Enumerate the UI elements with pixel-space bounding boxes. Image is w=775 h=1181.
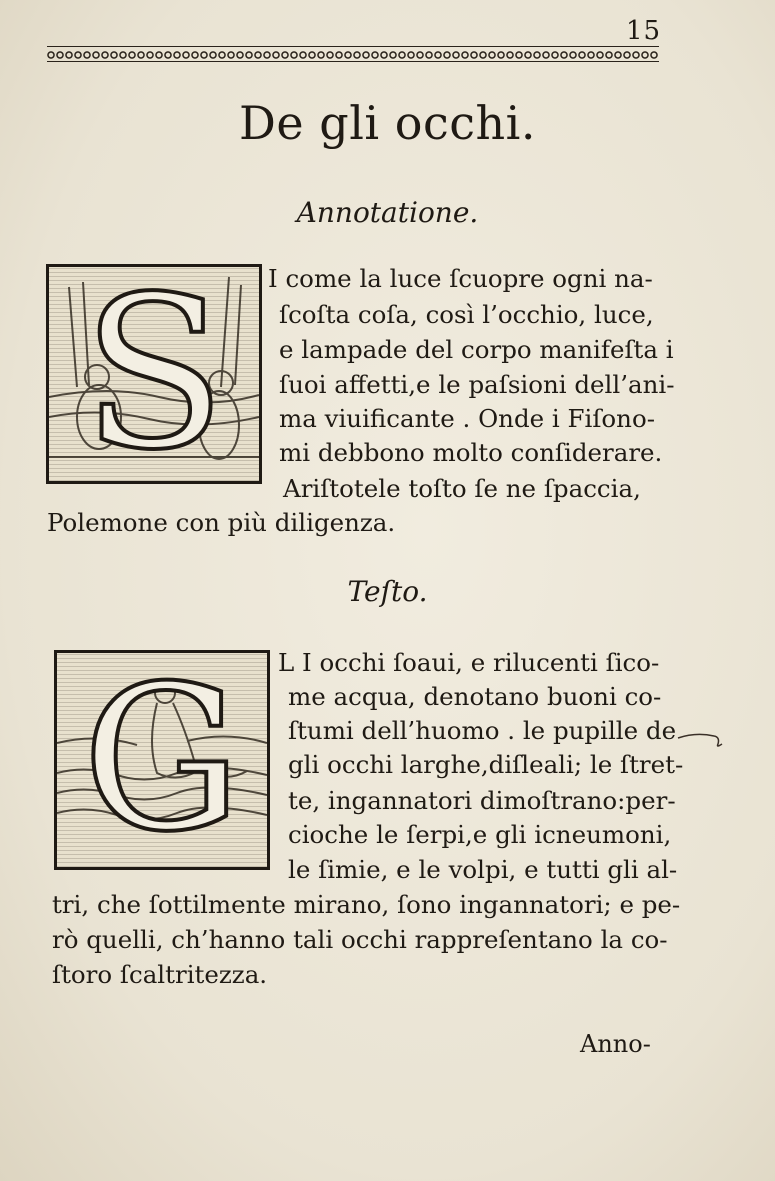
text-line: te, ingannatori dimoſtrano:per-	[288, 786, 676, 815]
section-heading-annotatione: Annotatione.	[296, 196, 479, 229]
decorated-initial-s	[46, 251, 262, 496]
section-heading-testo: Teſto.	[347, 575, 428, 608]
handwritten-margin-mark	[676, 722, 746, 752]
catchword: Anno-	[580, 1030, 651, 1058]
text-line: mi debbono molto conſiderare.	[279, 438, 663, 467]
text-line: le ſimie, e le volpi, e tutti gli al-	[288, 855, 678, 884]
page-number: 15	[626, 16, 662, 46]
text-line: ma viuificante . Onde i Fiſono-	[279, 404, 655, 433]
initial-letter-g: G	[82, 643, 242, 876]
text-line: I come la luce ſcuopre ogni na-	[268, 264, 653, 293]
text-line: Polemone con più diligenza.	[47, 508, 396, 537]
text-line: rò quelli, ch’hanno tali occhi rappreſentano la co-	[52, 925, 668, 954]
text-line: ſuoi affetti,e le paſsioni dell’ani-	[279, 370, 675, 399]
text-line: ſcoſta coſa, così l’occhio, luce,	[279, 300, 654, 329]
chapter-title: De gli occhi.	[239, 96, 536, 150]
text-line: e lampade del corpo manifeſta i	[279, 335, 674, 364]
initial-letter-s: S	[82, 251, 226, 496]
text-line: Ariſtotele toſto ſe ne ſpaccia,	[283, 474, 641, 503]
text-line: cioche le ſerpi,e gli icneumoni,	[288, 820, 672, 849]
text-line: L I occhi ſoaui, e rilucenti ſico-	[278, 648, 660, 677]
text-line: tri, che ſottilmente mirano, ſono ingannatori; e pe-	[52, 890, 681, 919]
text-line: ſtoro ſcaltritezza.	[52, 960, 268, 989]
text-line: gli occhi larghe,diſleali; le ſtret-	[288, 750, 684, 779]
decorated-initial-g	[54, 643, 270, 876]
text-line: me acqua, denotano buoni co-	[288, 682, 662, 711]
text-line: ſtumi dell’huomo . le pupille de	[288, 716, 677, 745]
ornamental-header-rule	[47, 46, 659, 62]
